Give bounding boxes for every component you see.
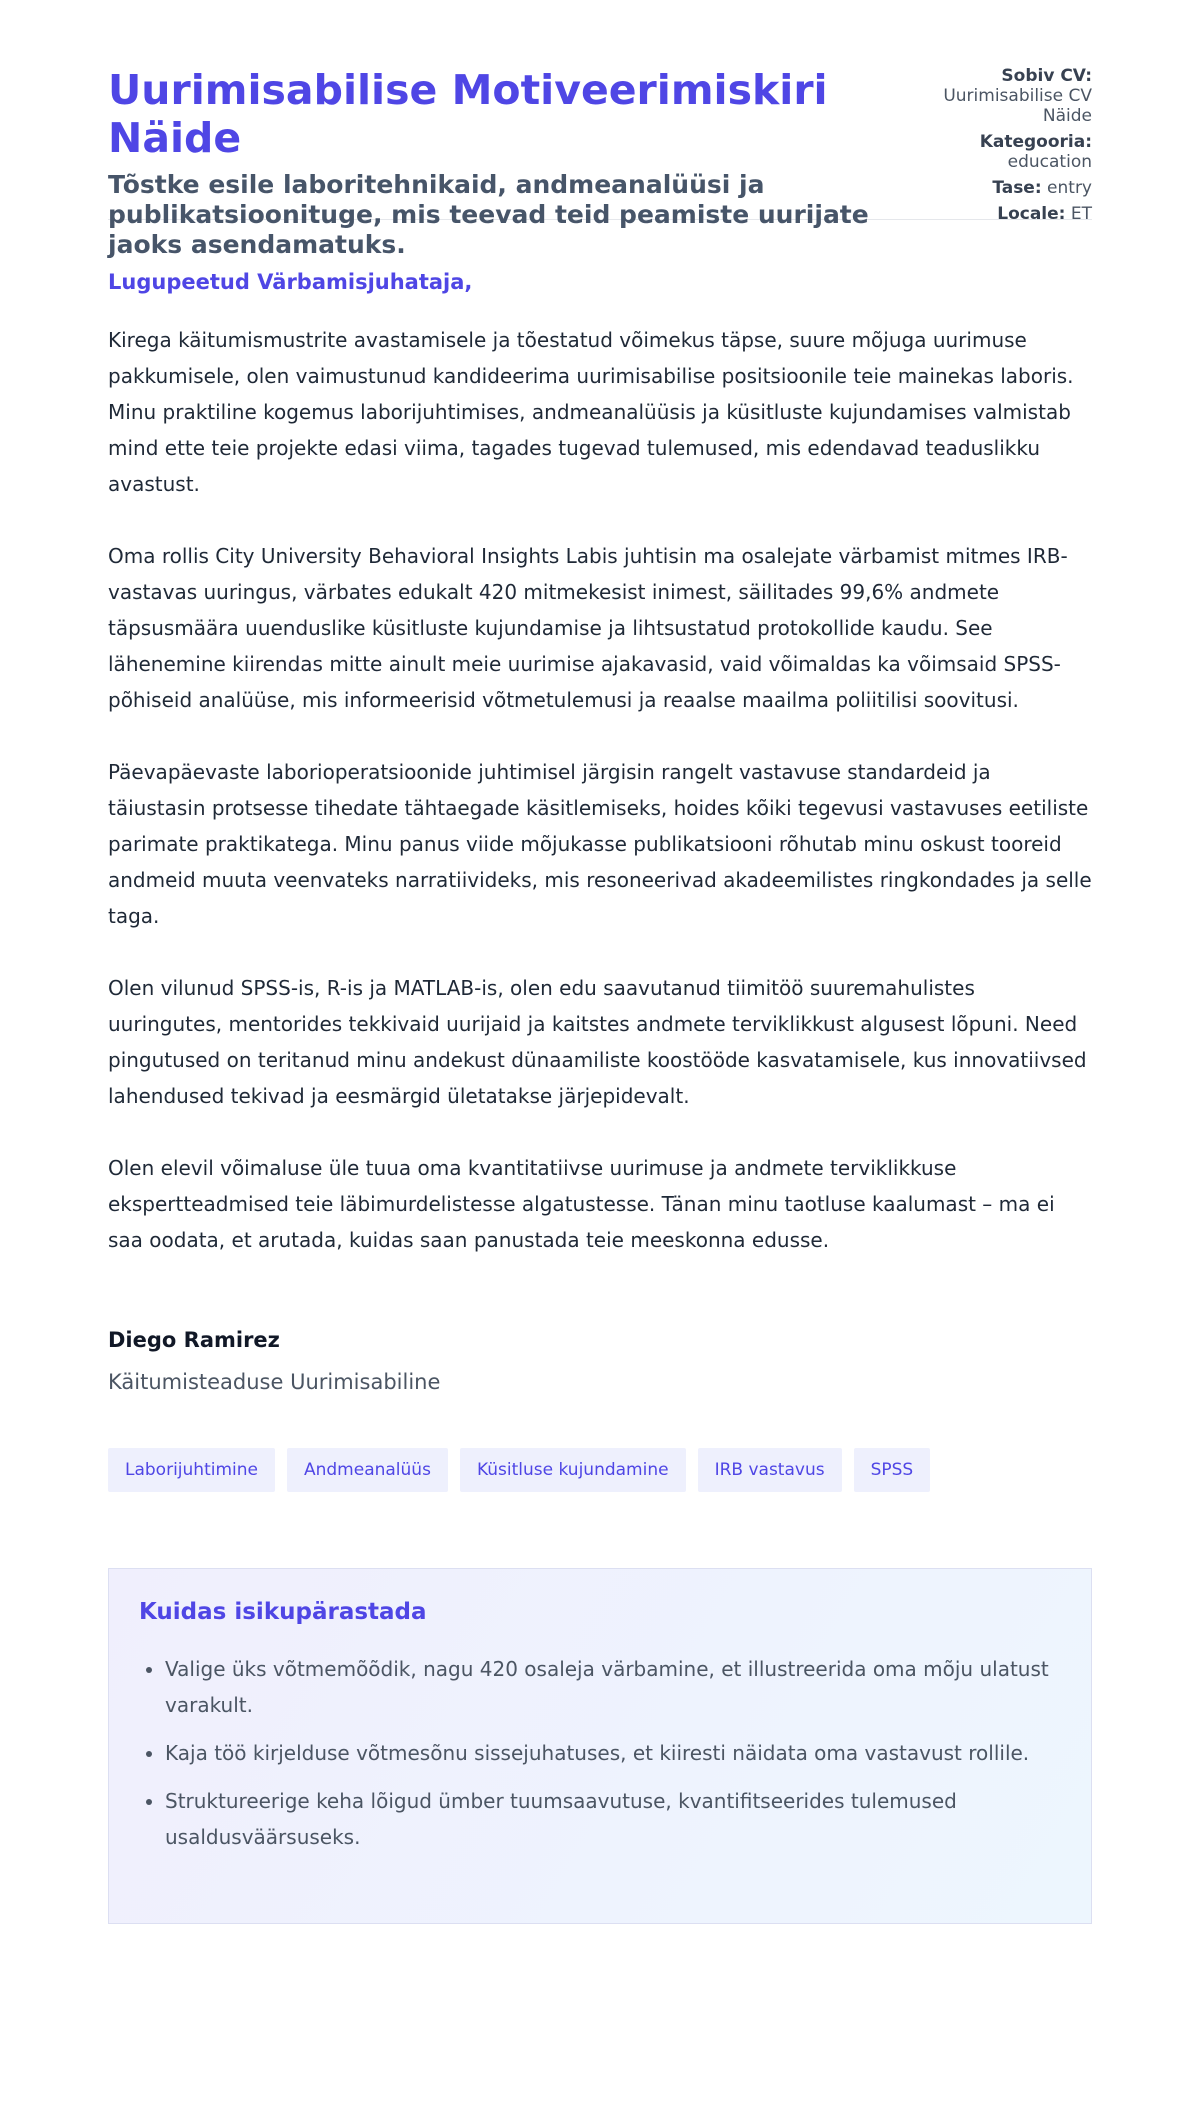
tip-item: • Struktureerige keha lõigud ümber tuumsaavutuse, kvantifitseerides tulemused usaldusväärsuseks. xyxy=(165,1783,1061,1855)
page-subtitle: Tõstke esile laboritehnikaid, andmeanalüüsi ja publikatsioonituge, mis teevad teid peamiste uurijate jaoks asendamatuks. xyxy=(108,170,869,259)
signature-name: Diego Ramirez xyxy=(108,1328,280,1352)
meta-category xyxy=(942,132,1092,172)
meta-locale-label: Locale: xyxy=(997,204,1066,224)
skill-tags xyxy=(108,1448,1092,1492)
skill-tag: Laborijuhtimine xyxy=(108,1448,275,1492)
letter-paragraph: Kirega käitumismustrite avastamisele ja tõestatud võimekus täpse, suure mõjuga uurimuse pakkumisele, olen vaimustunud kandideerima uurimisabilise positsioonile teie mainekas laboris. Minu praktiline kogemus laborijuhtimises, andmeanalüüsis ja küsitluste kujundamises valmistab mind ette teie projekte edasi viima, tagades tugevad tulemused, mis edendavad teaduslikku avastust. xyxy=(108,328,1074,496)
letter-body xyxy=(108,268,1092,1396)
page-title: Uurimisabilise Motiveerimiskiri Näide xyxy=(108,66,828,162)
meta-cv-label: Sobiv CV: xyxy=(1001,66,1092,86)
meta-cv xyxy=(942,66,1092,126)
tip-item: • Kaja töö kirjelduse võtmesõnu sissejuhatuses, et kiiresti näidata oma vastavust rollile. xyxy=(165,1735,1061,1771)
letter-paragraph: Olen vilunud SPSS-is, R-is ja MATLAB-is, olen edu saavutanud tiimitöö suuremahulistes uuringutes, mentorides tekkivaid uurijaid ja kaitstes andmete terviklikkust algusest lõpuni. Need pingutused on teritanud minu andekust dünaamiliste koostööde kasvatamisele, kus innovatiivsed lahendused tekivad ja eesmärgid ületatakse järjepidevalt. xyxy=(108,976,1087,1108)
letter-paragraphs xyxy=(108,322,1092,1258)
meta-level-label: Tase: xyxy=(992,178,1042,198)
letter-paragraph: Olen elevil võimaluse üle tuua oma kvantitatiivse uurimuse ja andmete terviklikkuse ekspertteadmised teie läbimurdelistesse algatustesse. Tänan minu taotluse kaalumast – ma ei saa oodata, et arutada, kuidas saan panustada teie meeskonna edusse. xyxy=(108,1156,1055,1252)
personalization-tips xyxy=(108,1568,1092,1924)
meta-category-value: education xyxy=(1007,152,1092,172)
skill-tag: Küsitluse kujundamine xyxy=(460,1448,686,1492)
meta-level xyxy=(942,178,1092,198)
meta-panel xyxy=(942,66,1092,230)
letter-greeting: Lugupeetud Värbamisjuhataja, xyxy=(108,270,473,294)
signature-title: Käitumisteaduse Uurimisabiline xyxy=(108,1370,441,1394)
meta-locale xyxy=(942,204,1092,224)
tips-title: Kuidas isikupärastada xyxy=(139,1599,427,1625)
meta-category-label: Kategooria: xyxy=(979,132,1092,152)
signature-block xyxy=(108,1326,1092,1396)
meta-locale-value: ET xyxy=(1070,204,1092,224)
letter-paragraph: Päevapäevaste laborioperatsioonide juhtimisel järgisin rangelt vastavuse standardeid ja täiustasin protsesse tihedate tähtaegade käsitlemiseks, hoides kõiki tegevusi vastavuses eetiliste parimate praktikategа. Minu panus viide mõjukasse publikatsiooni rõhutab minu oskust tooreid andmeid muuta veenvateks narratiivideks, mis resoneerivad akadeemilistes ringkondades ja selle taga. xyxy=(108,760,1092,928)
skill-tag: Andmeanalüüs xyxy=(287,1448,448,1492)
page-header xyxy=(108,0,1092,259)
tip-item: • Valige üks võtmemõõdik, nagu 420 osaleja värbamine, et illustreerida oma mõju ulatust varakult. xyxy=(165,1651,1061,1723)
meta-cv-value: Uurimisabilise CV Näide xyxy=(943,86,1092,126)
skill-tag: IRB vastavus xyxy=(698,1448,842,1492)
tips-list xyxy=(139,1651,1061,1855)
skill-tag: SPSS xyxy=(854,1448,931,1492)
letter-paragraph: Oma rollis City University Behavioral Insights Labis juhtisin ma osalejate värbamist mitmes IRB-vastavas uuringus, värbates edukalt 420 mitmekesist inimest, säilitades 99,6% andmete täpsusmäära uuenduslike küsitluste kujundamise ja lihtsustatud protokollide kaudu. See lähenemine kiirendas mitte ainult meie uurimise ajakavasid, vaid võimaldas ka võimsaid SPSS-põhiseid analüüse, mis informeerisid võtmetulemusi ja reaalse maailma poliitilisi soovitusi. xyxy=(108,544,1068,712)
meta-level-value: entry xyxy=(1047,178,1092,198)
